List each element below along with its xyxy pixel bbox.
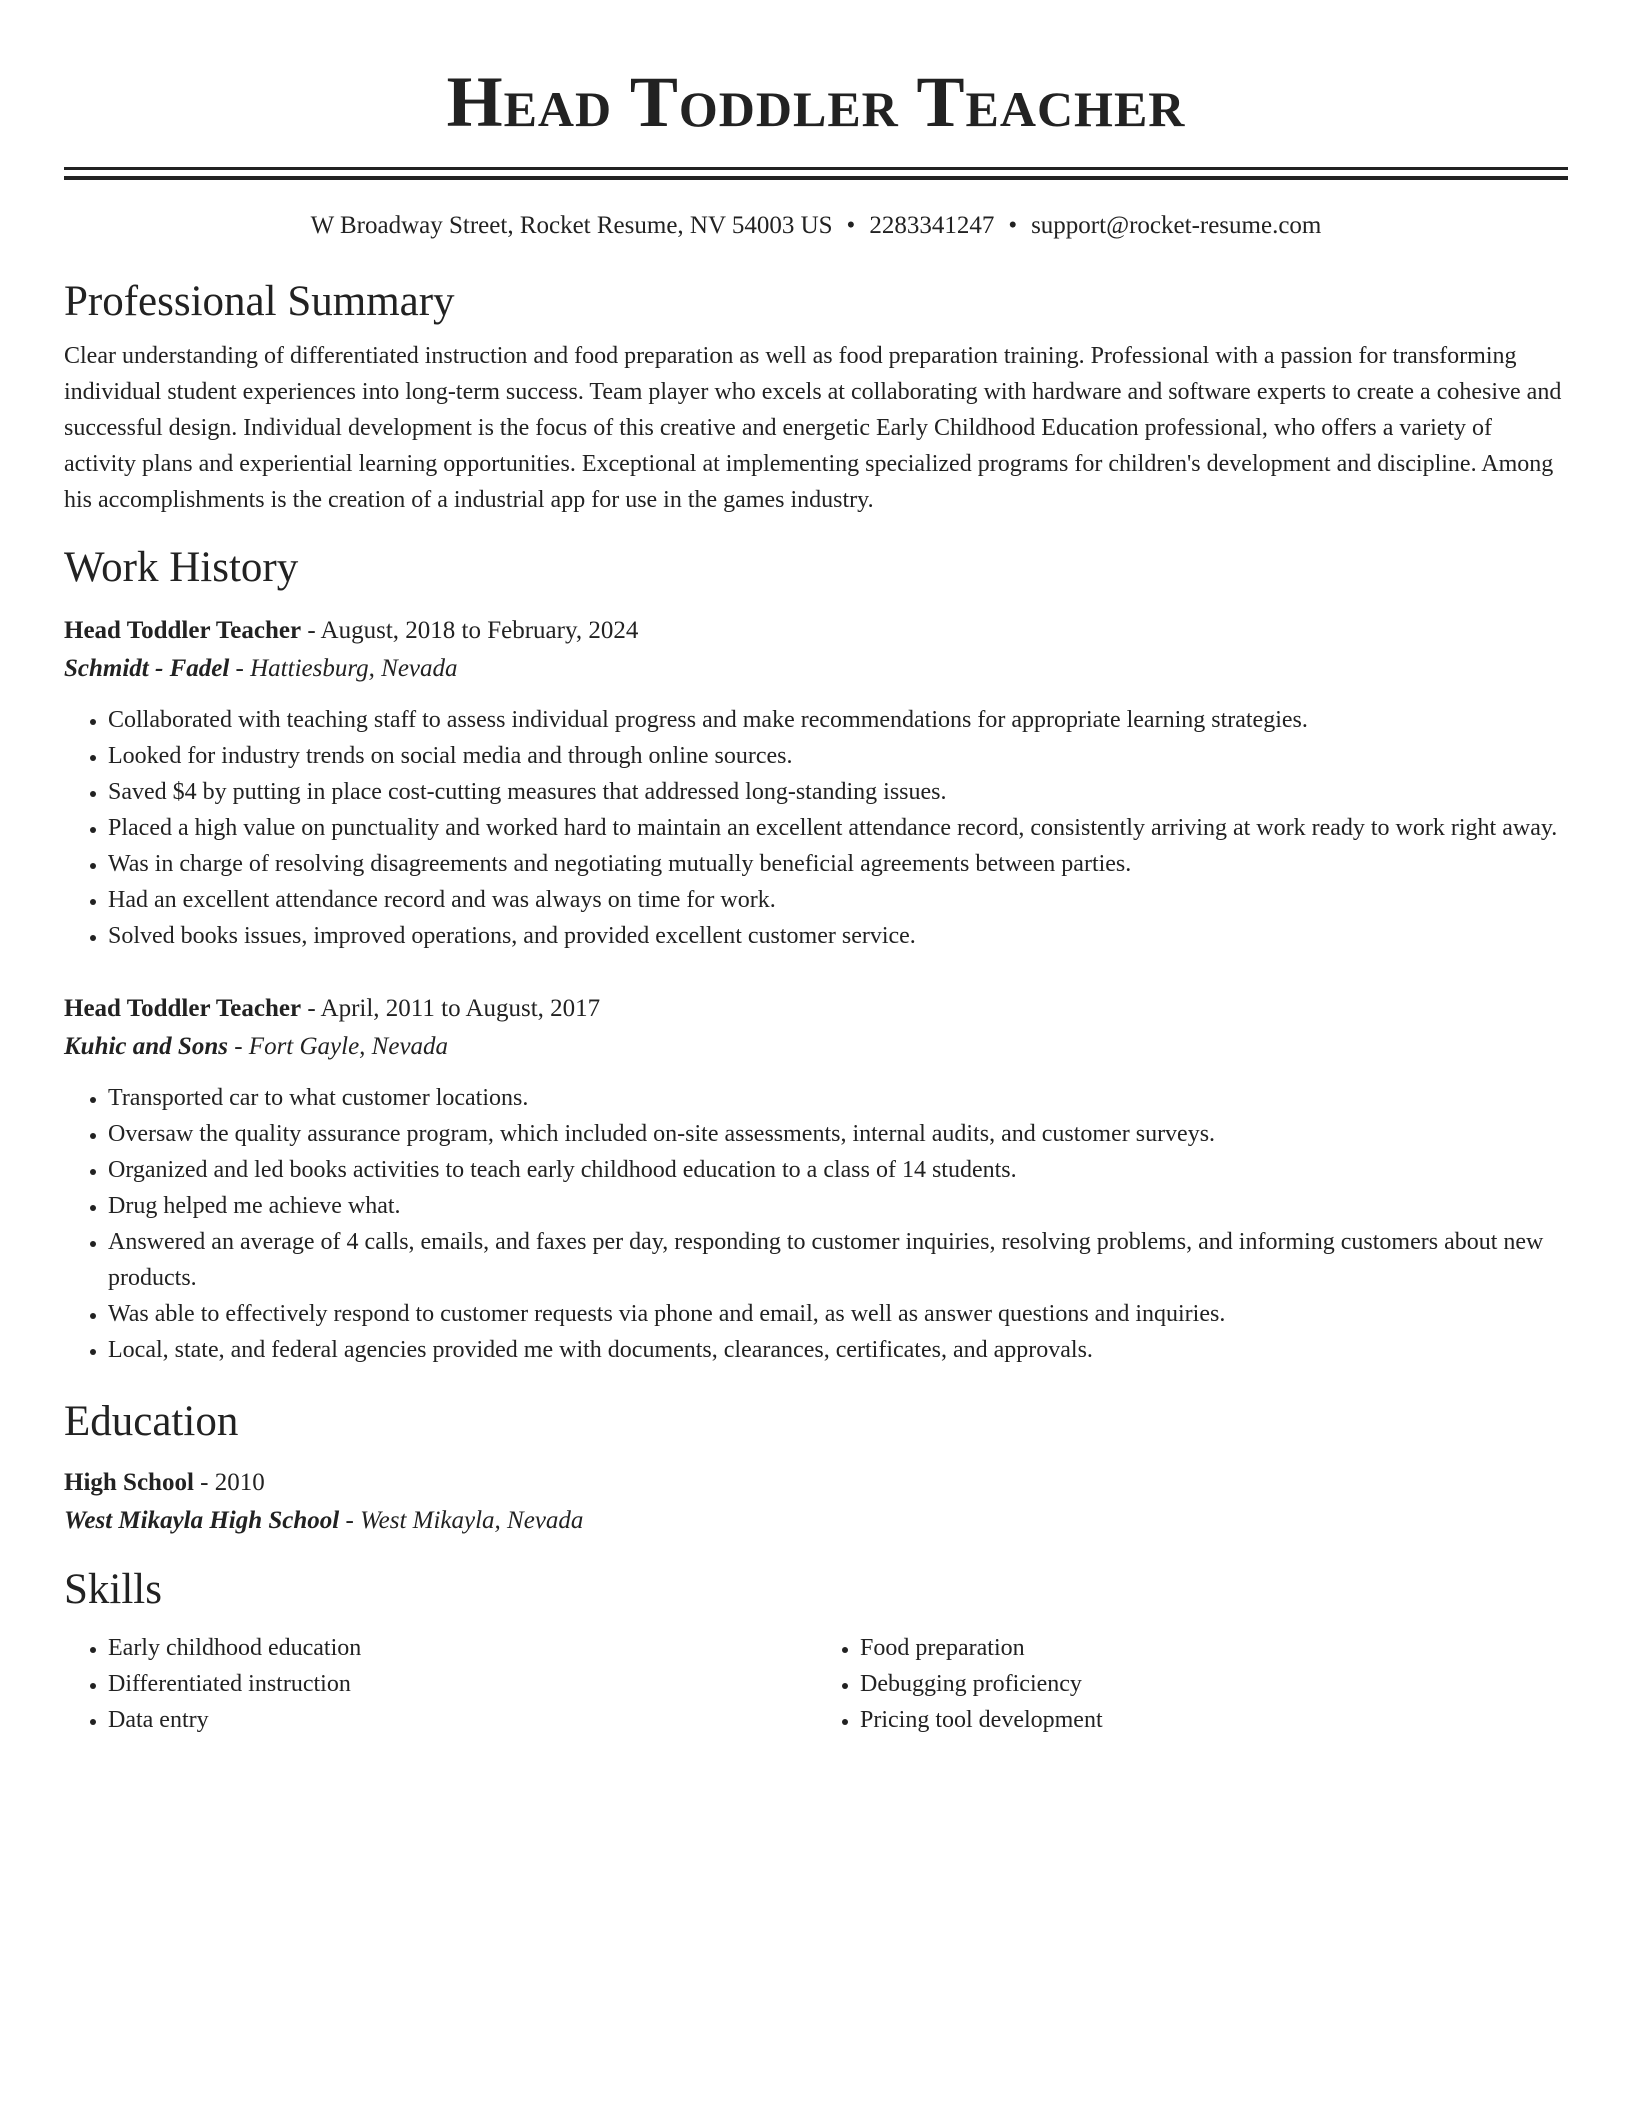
contact-line — [64, 210, 1568, 242]
job-dates: - April, 2011 to August, 2017 — [301, 995, 601, 1022]
job-title: Head Toddler Teacher — [64, 617, 302, 644]
job-location: - Fort Gayle, Nevada — [227, 1033, 449, 1060]
skill-item: • Food preparation — [860, 1630, 1568, 1666]
education-entry — [64, 1464, 1568, 1540]
job-bullets — [64, 1080, 1568, 1368]
skills-list-left — [64, 1630, 816, 1738]
job-bullet: • Collaborated with teaching staff to assess individual progress and make recommendations for appropriate learning strategies. — [108, 702, 1568, 738]
skill-item: • Debugging proficiency — [860, 1666, 1568, 1702]
education-location: - West Mikayla, Nevada — [339, 1507, 584, 1534]
job-bullets — [64, 702, 1568, 954]
job-bullet: • Was able to effectively respond to customer requests via phone and email, as well as answer questions and inquiries. — [108, 1296, 1568, 1332]
contact-separator: • — [1008, 212, 1018, 239]
section-heading-education: Education — [64, 1398, 239, 1445]
job-bullet: • Looked for industry trends on social media and through online sources. — [108, 738, 1568, 774]
job-bullet: • Placed a high value on punctuality and worked hard to maintain an excellent attendance record, consistently arriving at work ready to work right away. — [108, 810, 1568, 846]
job-company: Schmidt - Fadel — [64, 655, 230, 682]
title-divider-top — [64, 167, 1568, 170]
job-bullet: • Saved $4 by putting in place cost-cutting measures that addressed long-standing issues. — [108, 774, 1568, 810]
job-bullet: • Drug helped me achieve what. — [108, 1188, 1568, 1224]
job-bullet: • Had an excellent attendance record and was always on time for work. — [108, 882, 1568, 918]
job-title-line — [64, 612, 1568, 650]
resume-title: Head Toddler Teacher — [446, 62, 1186, 142]
summary-text: Clear understanding of differentiated instruction and food preparation as well as food preparation training. Professional with a passion for transforming individual student experiences into long-term success. Team player who excels at collaborating with hardware and software experts to create a cohesive and successful design. Individual development is the focus of this creative and energetic Early Childhood Education professional, who offers a variety of activity plans and experiential learning opportunities. Exceptional at implementing specialized programs for children's development and discipline. Among his accomplishments is the creation of a industrial app for use in the games industry. — [64, 343, 1562, 513]
job-entry — [64, 990, 1568, 1368]
job-entry — [64, 612, 1568, 954]
job-bullet: • Was in charge of resolving disagreements and negotiating mutually beneficial agreements between parties. — [108, 846, 1568, 882]
job-bullet: • Oversaw the quality assurance program, which included on-site assessments, internal audits, and customer surveys. — [108, 1116, 1568, 1152]
skill-item: • Data entry — [108, 1702, 816, 1738]
section-heading-summary: Professional Summary — [64, 278, 455, 325]
education-degree: High School — [64, 1469, 194, 1496]
job-company: Kuhic and Sons — [64, 1033, 228, 1060]
job-location: - Hattiesburg, Nevada — [229, 655, 458, 682]
section-heading-work-history: Work History — [64, 544, 299, 591]
job-bullet: • Solved books issues, improved operations, and provided excellent customer service. — [108, 918, 1568, 954]
section-heading-skills: Skills — [64, 1566, 162, 1613]
skills-list-right — [816, 1630, 1568, 1738]
education-school-line — [64, 1502, 1568, 1540]
job-dates: - August, 2018 to February, 2024 — [301, 617, 639, 644]
skill-item: • Early childhood education — [108, 1630, 816, 1666]
title-divider-bottom — [64, 176, 1568, 180]
skill-item: • Pricing tool development — [860, 1702, 1568, 1738]
education-year: - 2010 — [193, 1469, 265, 1496]
job-company-line — [64, 1028, 1568, 1066]
job-company-line — [64, 650, 1568, 688]
contact-email[interactable]: support@rocket-resume.com — [1031, 212, 1322, 239]
job-bullet: • Local, state, and federal agencies provided me with documents, clearances, certificates, and approvals. — [108, 1332, 1568, 1368]
contact-separator: • — [846, 212, 856, 239]
job-bullet: • Organized and led books activities to teach early childhood education to a class of 14 students. — [108, 1152, 1568, 1188]
contact-address: W Broadway Street, Rocket Resume, NV 54003 US — [310, 212, 833, 239]
job-title: Head Toddler Teacher — [64, 995, 302, 1022]
education-degree-line — [64, 1464, 1568, 1502]
skills-columns — [64, 1630, 1568, 1738]
skill-item: • Differentiated instruction — [108, 1666, 816, 1702]
education-school: West Mikayla High School — [64, 1507, 340, 1534]
job-bullet: • Answered an average of 4 calls, emails, and faxes per day, responding to customer inquiries, resolving problems, and informing customers about new products. — [108, 1224, 1568, 1296]
job-title-line — [64, 990, 1568, 1028]
job-bullet: • Transported car to what customer locations. — [108, 1080, 1568, 1116]
contact-phone: 2283341247 — [869, 212, 995, 239]
